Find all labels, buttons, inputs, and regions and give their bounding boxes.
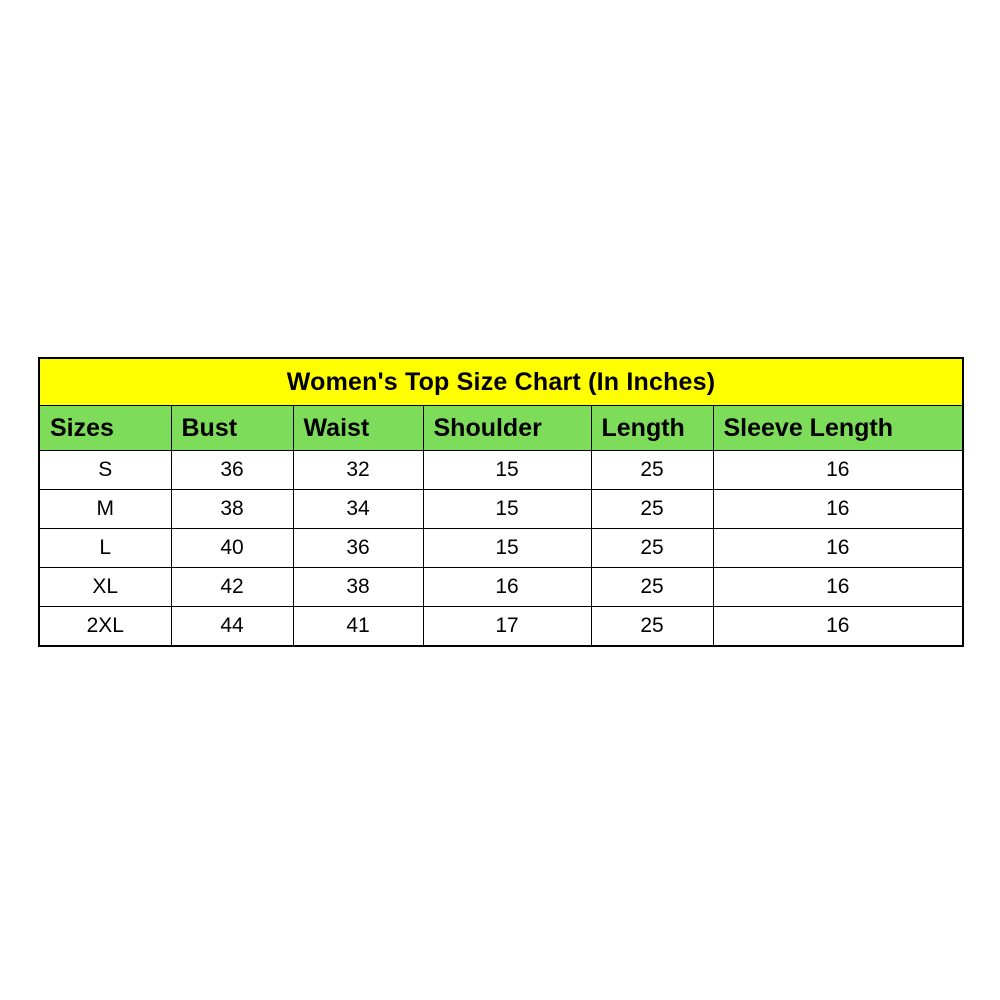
column-header-shoulder: Shoulder [423,406,591,451]
size-chart-container [38,357,962,647]
cell-size: M [39,490,171,529]
cell-waist: 36 [293,529,423,568]
table-row [39,529,963,568]
chart-title: Women's Top Size Chart (In Inches) [39,358,963,406]
cell-bust: 40 [171,529,293,568]
cell-size: XL [39,568,171,607]
column-header-waist: Waist [293,406,423,451]
table-row [39,451,963,490]
cell-bust: 42 [171,568,293,607]
table-row [39,568,963,607]
cell-waist: 38 [293,568,423,607]
cell-length: 25 [591,607,713,647]
cell-shoulder: 15 [423,490,591,529]
cell-length: 25 [591,529,713,568]
cell-waist: 41 [293,607,423,647]
cell-waist: 34 [293,490,423,529]
cell-bust: 44 [171,607,293,647]
cell-sleeve-length: 16 [713,490,963,529]
cell-length: 25 [591,451,713,490]
cell-bust: 36 [171,451,293,490]
table-header-row [39,406,963,451]
cell-length: 25 [591,490,713,529]
cell-size: S [39,451,171,490]
column-header-sizes: Sizes [39,406,171,451]
table-row [39,490,963,529]
chart-title-row [39,358,963,406]
cell-shoulder: 16 [423,568,591,607]
cell-length: 25 [591,568,713,607]
cell-waist: 32 [293,451,423,490]
cell-size: 2XL [39,607,171,647]
cell-bust: 38 [171,490,293,529]
column-header-length: Length [591,406,713,451]
column-header-sleeve-length: Sleeve Length [713,406,963,451]
womens-top-size-chart-table [38,357,964,647]
cell-sleeve-length: 16 [713,568,963,607]
cell-sleeve-length: 16 [713,607,963,647]
cell-sleeve-length: 16 [713,451,963,490]
column-header-bust: Bust [171,406,293,451]
cell-size: L [39,529,171,568]
cell-sleeve-length: 16 [713,529,963,568]
cell-shoulder: 15 [423,451,591,490]
cell-shoulder: 15 [423,529,591,568]
cell-shoulder: 17 [423,607,591,647]
table-row [39,607,963,647]
